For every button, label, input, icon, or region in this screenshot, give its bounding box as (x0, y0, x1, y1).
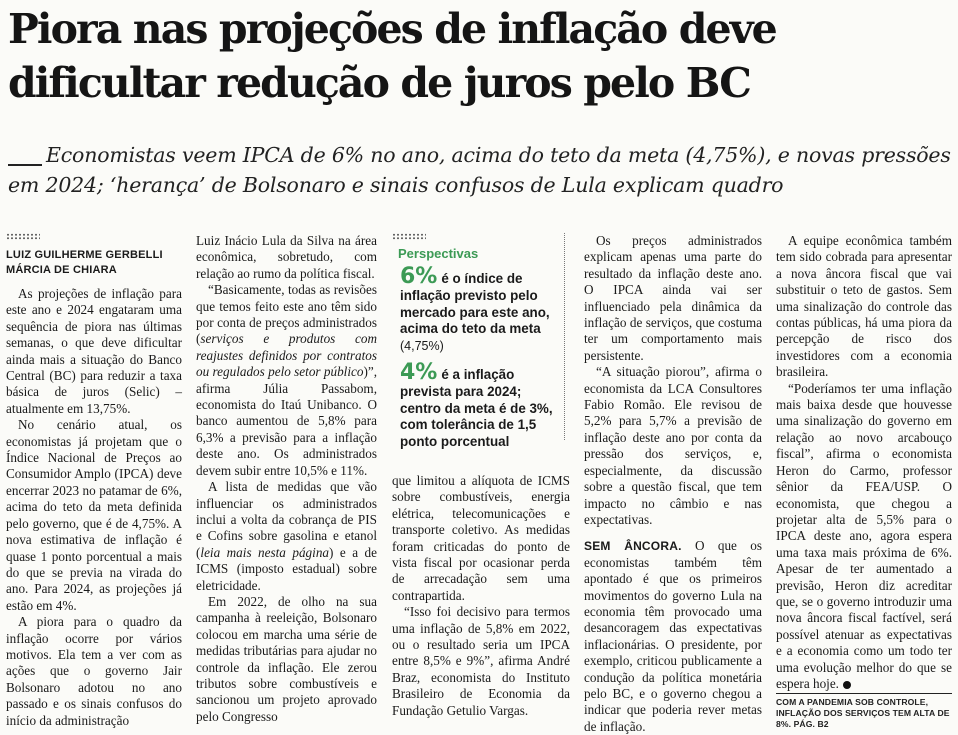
paragraph: “Isso foi decisivo para termos uma inflação de 5,8% em 2022, ou o resultado seria um IPCA entre 8,5% e 9%”, afirma André Braz, economista do Instituto Brasileiro de Economia da Fundação Getulio Vargas. (392, 604, 570, 718)
byline-dots (6, 233, 40, 240)
text-run: A lista de medidas que vão influenciar os administrados inclui a volta da cobrança de PIS e Cofins sobre gasolina e etanol ( (196, 479, 377, 560)
paragraph (584, 538, 762, 735)
stat-text: é o índice de inflação previsto pelo mercado para este ano, acima do teto da meta (400, 271, 550, 337)
byline (6, 248, 182, 278)
section-lead: SEM ÂNCORA. (584, 539, 682, 554)
article-column-5 (776, 233, 952, 692)
article-column-4 (584, 233, 762, 735)
footer-rule (776, 693, 952, 694)
box-dots (392, 233, 426, 240)
stat-number: 6% (400, 264, 438, 289)
end-of-article-mark (843, 681, 851, 689)
stat-inflation-2023 (400, 264, 558, 355)
paragraph (196, 282, 377, 479)
subhead: Economistas veem IPCA de 6% no ano, acima do teto da meta (4,75%), e novas pressões em 2024; ‘herança’ de Bolsonaro e sinais confusos de Lula explicam quadro (8, 143, 951, 197)
italic-aside: serviços e produtos com reajustes definidos por contratos ou regulados pelo setor público (196, 331, 377, 380)
cross-reference: leia mais nesta página (200, 544, 330, 560)
paragraph: No cenário atual, os economistas já projetam que o Índice Nacional de Preços ao Consumidor Amplo (IPCA) deve encerrar 2023 no patamar de 6%, acima do teto da meta definida pelo governo, que é de 4,75%. A nova estimativa de inflação é quase 1 ponto porcentual a mais do que se previa na virada do ano. Para 2024, as projeções já estão em 4%. (6, 417, 182, 613)
paragraph: As projeções de inflação para este ano e 2024 engataram uma sequência de piora nas últimas semanas, o que deve dificultar ainda mais a situação do Banco Central (BC) para reduzir a taxa básica de juros (Selic) – atualmente em 13,75%. (6, 286, 182, 416)
text-run: “Basicamente, todas as revisões que temos feito este ano têm sido por conta de preços administrados ( (196, 282, 377, 347)
related-article-footer: COM A PANDEMIA SOB CONTROLE, INFLAÇÃO DOS SERVIÇOS TEM ALTA DE 8%. PÁG. B2 (776, 697, 950, 729)
perspectives-box (392, 233, 565, 450)
paragraph (776, 381, 952, 693)
stat-paren: (4,75%) (400, 339, 444, 354)
stat-number: 4% (400, 359, 438, 385)
text-run: ) e a de ICMS (imposto estadual) sobre eletricidade. (196, 544, 377, 593)
paragraph: que limitou a alíquota de ICMS sobre combustíveis, energia elétrica, telecomunicações e transporte coletivo. As medidas foram criticadas do ponto de vista fiscal por ocasionar perda de arrecadação sem uma contrapartida. (392, 473, 570, 603)
article-column-3 (392, 473, 570, 719)
paragraph: “A situação piorou”, afirma o economista da LCA Consultores Fabio Romão. Ele revisou de 5,2% para 5,7% a previsão de inflação deste ano por conta da pressão dos serviços, e, especialmente, da discussão sobre a questão fiscal, que tem impacto no câmbio e nas expectativas. (584, 364, 762, 527)
paragraph: Em 2022, de olho na sua campanha à reeleição, Bolsonaro colocou em marcha uma série de medidas tributárias para ajudar no controle da inflação. Ele zerou tributos sobre combustíveis e sancionou um projeto aprovado pelo Congresso (196, 593, 377, 724)
article-column-1 (6, 233, 182, 729)
text-run: O que os economistas também têm apontado é que os primeiros movimentos do governo Lula na economia têm provocado uma desancoragem das expectativas inflacionárias. O presidente, por exemplo, criticou publicamente a condução da política monetária pelo BC, e o governo chegou a indicar que poderia rever metas de inflação. (584, 538, 762, 734)
text-run: )”, afirma Júlia Passabom, economista do Itaú Unibanco. O banco aumentou de 5,8% para 6,3% a previsão para a inflação deste ano. Os administrados devem subir entre 10,5% e 11%. (196, 364, 377, 478)
headline: Piora nas projeções de inflação deve dificultar redução de juros pelo BC (8, 5, 776, 107)
author-1: LUIZ GUILHERME GERBELLI (6, 249, 163, 261)
paragraph: Os preços administrados explicam apenas uma parte do resultado da inflação deste ano. O IPCA ainda vai ser influenciado pela dinâmica da inflação de serviços, que costuma ter um comportamento mais persistente. (584, 233, 762, 363)
paragraph: Luiz Inácio Lula da Silva na área econômica, sobretudo, com relação ao rumo da política fiscal. (196, 233, 377, 281)
stat-inflation-2024 (400, 359, 558, 451)
paragraph (196, 479, 377, 594)
author-2: MÁRCIA DE CHIARA (6, 264, 117, 276)
box-label: Perspectivas (398, 246, 479, 261)
paragraph: A equipe econômica também tem sido cobrada para apresentar a nova âncora fiscal que vai substituir o teto de gastos. Sem uma sinalização do controle das contas públicas, há uma piora da percepção de risco dos investidores com a economia brasileira. (776, 233, 952, 380)
article-column-2 (196, 233, 377, 725)
text-run: “Poderíamos ter uma inflação mais baixa desde que houvesse uma sinalização do governo em relação ao novo arcabouço fiscal”, afirma o economista Heron do Carmo, professor sênior da FEA/USP. O economista, que chegou a projetar alta de 5,5% para o IPCA deste ano, agora espera uma taxa mais próxima de 6%. Apesar de ter aumentado a previsão, Heron diz acreditar que, se o governo introduzir uma nova âncora fiscal factível, será possível atenuar as expectativas e a economia como um todo ter uma evolução melhor do que se espera hoje. (776, 380, 952, 691)
stat-text: é a inflação prevista para 2024; centro da meta é de 3%, com tolerância de 1,5 ponto porcentual (400, 366, 553, 450)
paragraph: A piora para o quadro da inflação ocorre por vários motivos. Ela tem a ver com as ações que o governo Jair Bolsonaro adotou no ano passado e os sinais confusos do início da administração (6, 614, 182, 728)
